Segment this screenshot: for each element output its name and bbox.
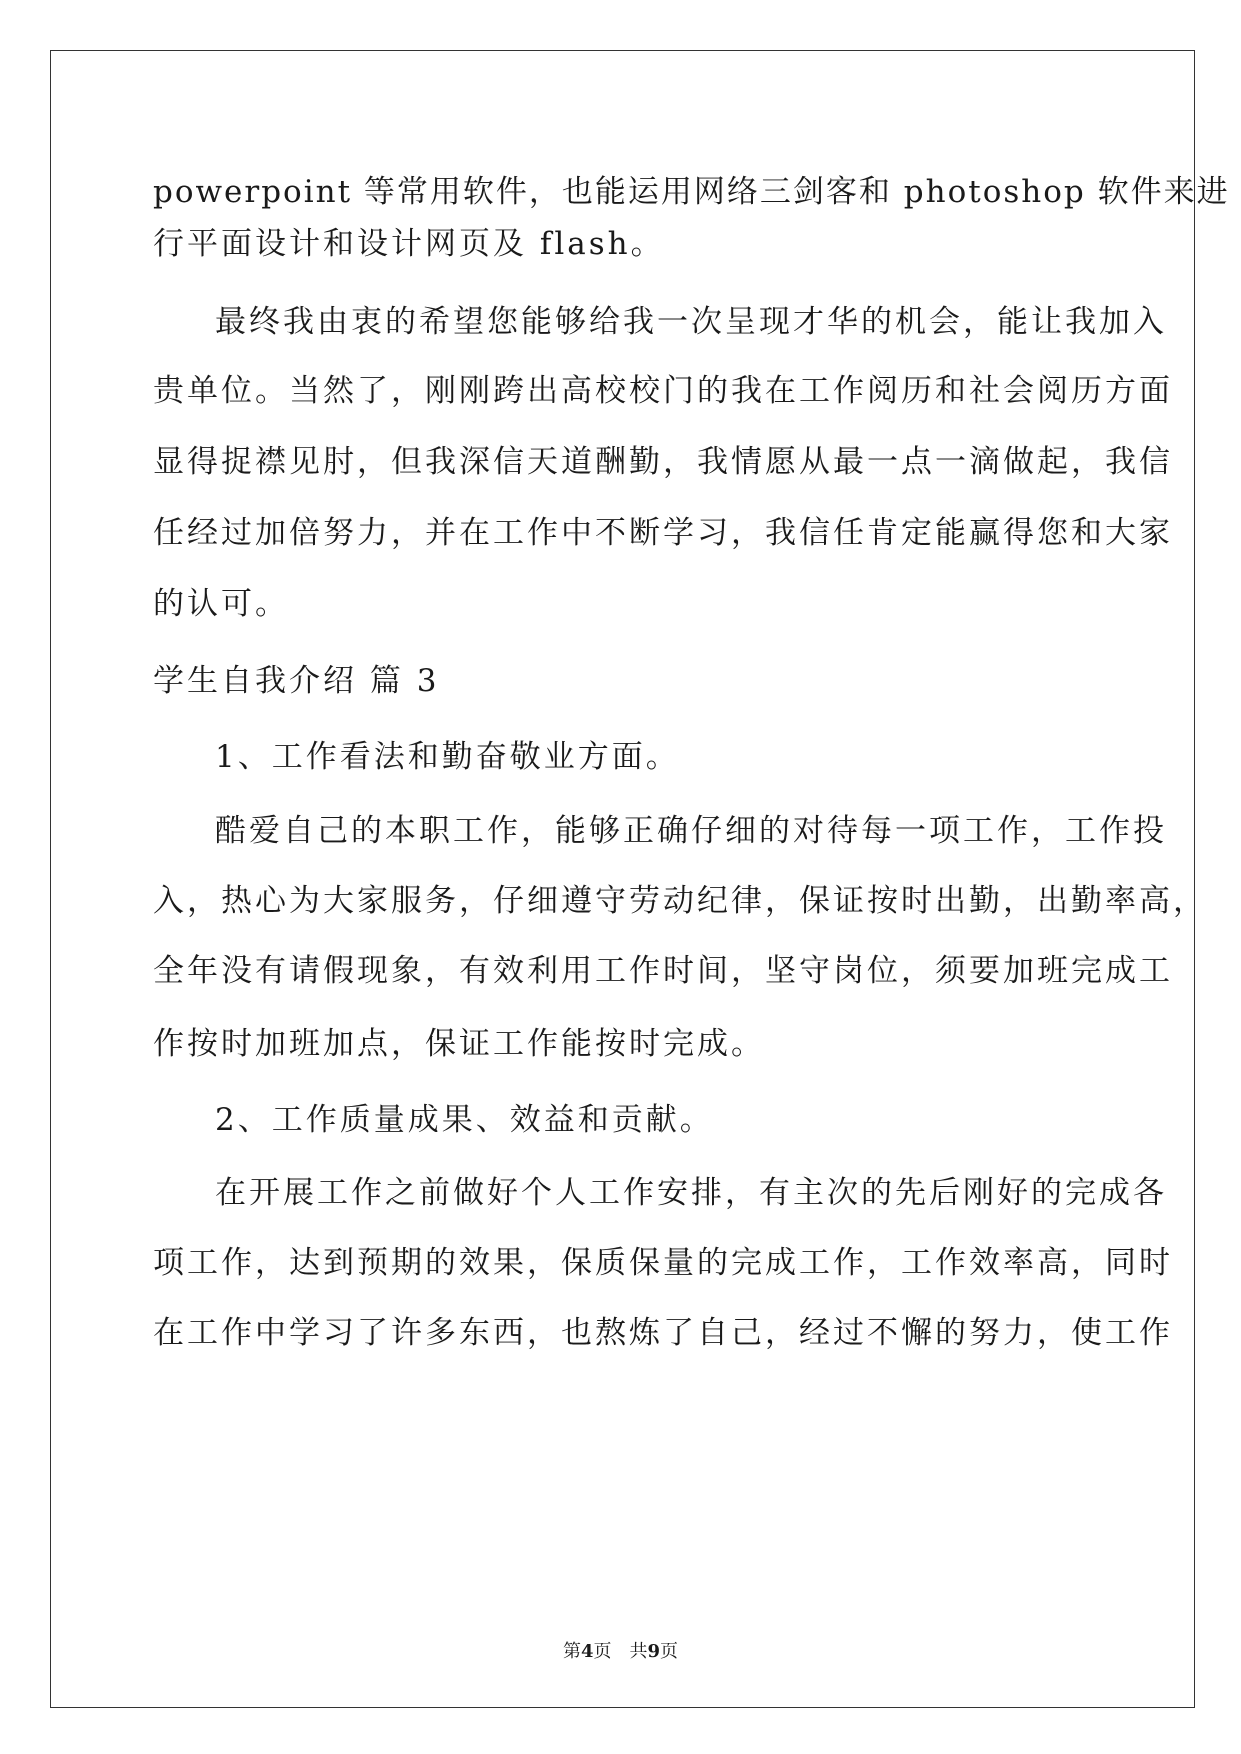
section-heading: 学生自我介绍 篇 3 xyxy=(153,663,440,699)
body-text-line: 行平面设计和设计网页及 flash。 xyxy=(153,226,665,262)
footer-middle: 页 共 xyxy=(593,1641,648,1662)
body-text-line: 全年没有请假现象，有效利用工作时间，坚守岗位，须要加班完成工 xyxy=(153,953,1173,989)
body-text-line: 1、工作看法和勤奋敬业方面。 xyxy=(215,739,680,775)
body-text-line: 显得捉襟见肘，但我深信天道酬勤，我情愿从最一点一滴做起，我信 xyxy=(153,444,1173,480)
footer-prefix: 第 xyxy=(562,1641,581,1662)
body-text-line: 项工作，达到预期的效果，保质保量的完成工作，工作效率高，同时 xyxy=(153,1245,1173,1281)
body-text-line: 2、工作质量成果、效益和贡献。 xyxy=(215,1102,714,1138)
page-footer xyxy=(0,1637,1241,1663)
body-text-line: 入，热心为大家服务，仔细遵守劳动纪律，保证按时出勤，出勤率高， xyxy=(153,883,1207,919)
body-text-line: 最终我由衷的希望您能够给我一次呈现才华的机会，能让我加入 xyxy=(215,304,1167,340)
body-text-line: 贵单位。当然了，刚刚跨出高校校门的我在工作阅历和社会阅历方面 xyxy=(153,373,1173,409)
page-border xyxy=(50,50,1195,1708)
current-page-number: 4 xyxy=(580,1641,594,1662)
body-text-line: 任经过加倍努力，并在工作中不断学习，我信任肯定能赢得您和大家 xyxy=(153,515,1173,551)
footer-suffix: 页 xyxy=(660,1641,679,1662)
body-text-line: 在开展工作之前做好个人工作安排，有主次的先后刚好的完成各 xyxy=(215,1175,1167,1211)
body-text-line: powerpoint 等常用软件，也能运用网络三剑客和 photoshop 软件来进 xyxy=(153,174,1230,210)
total-pages-number: 9 xyxy=(647,1641,661,1662)
body-text-line: 酷爱自己的本职工作，能够正确仔细的对待每一项工作，工作投 xyxy=(215,813,1167,849)
body-text-line: 的认可。 xyxy=(153,586,289,622)
body-text-line: 在工作中学习了许多东西，也熬炼了自己，经过不懈的努力，使工作 xyxy=(153,1315,1173,1351)
body-text-line: 作按时加班加点，保证工作能按时完成。 xyxy=(153,1026,765,1062)
